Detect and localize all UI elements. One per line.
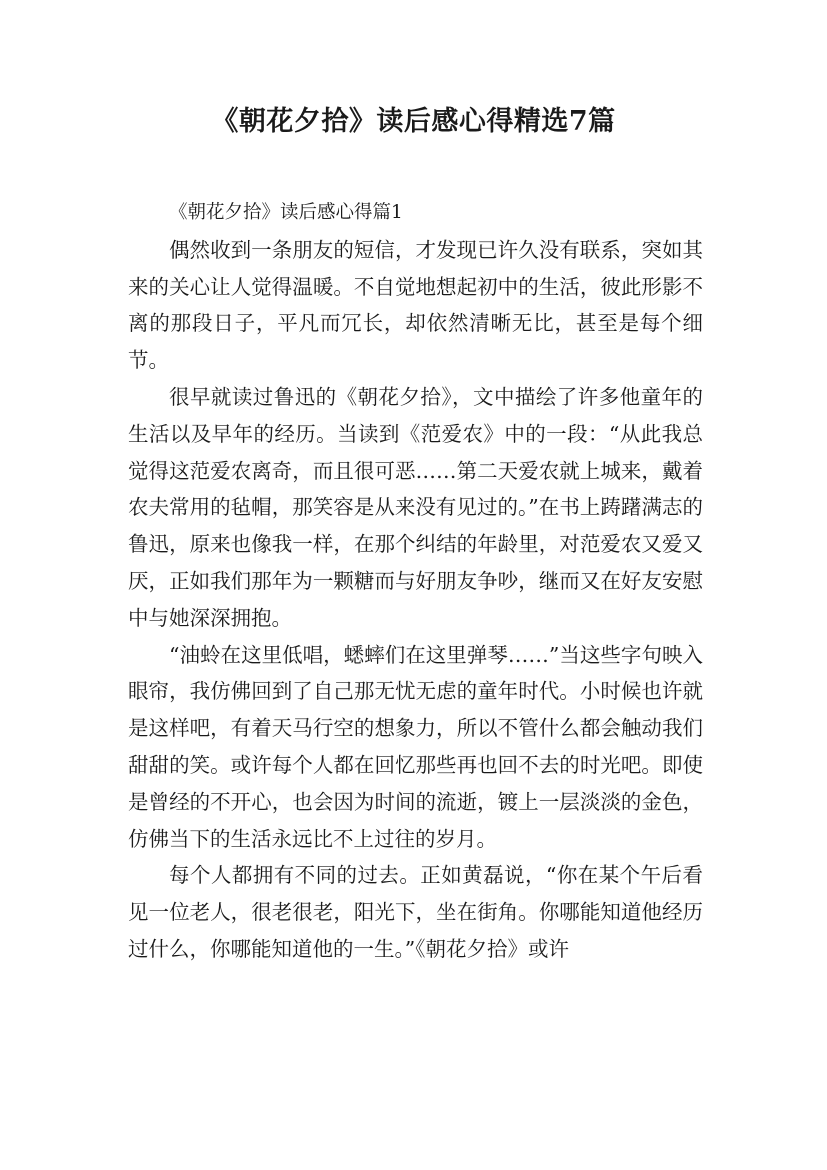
document-body (128, 195, 703, 968)
paragraph: 很早就读过鲁迅的《朝花夕拾》，文中描绘了许多他童年的生活以及早年的经历。当读到《范爱农》中的一段：“从此我总觉得这范爱农离奇，而且很可恶……第二天爱农就上城来，戴着农夫常用的毡帽，那笑容是从来没有见过的。”在书上踌躇满志的鲁迅，原来也像我一样，在那个纠结的年龄里，对范爱农又爱又厌，正如我们那年为一颗糖而与好朋友争吵，继而又在好友安慰中与她深深拥抱。 (128, 384, 703, 630)
paragraph: “油蛉在这里低唱，蟋蟀们在这里弹琴……”当这些字句映入眼帘，我仿佛回到了自己那无忧无虑的童年时代。小时候也许就是这样吧，有着天马行空的想象力，所以不管什么都会触动我们甜甜的笑。或许每个人都在回忆那些再也回不去的时光吧。即使是曾经的不开心，也会因为时间的流逝，镀上一层淡淡的金色，仿佛当下的生活永远比不上过往的岁月。 (128, 642, 703, 851)
paragraph: 每个人都拥有不同的过去。正如黄磊说，“你在某个午后看见一位老人，很老很老，阳光下，坐在街角。你哪能知道他经历过什么，你哪能知道他的一生。”《朝花夕拾》或许 (128, 863, 703, 961)
paragraph: 偶然收到一条朋友的短信，才发现已许久没有联系，突如其来的关心让人觉得温暖。不自觉地想起初中的生活，彼此形影不离的那段日子，平凡而冗长，却依然清晰无比，甚至是每个细节。 (128, 237, 703, 373)
document-title: 《朝花夕拾》读后感心得精选7篇 (211, 106, 616, 137)
section-heading: 《朝花夕拾》读后感心得篇1 (169, 202, 403, 223)
